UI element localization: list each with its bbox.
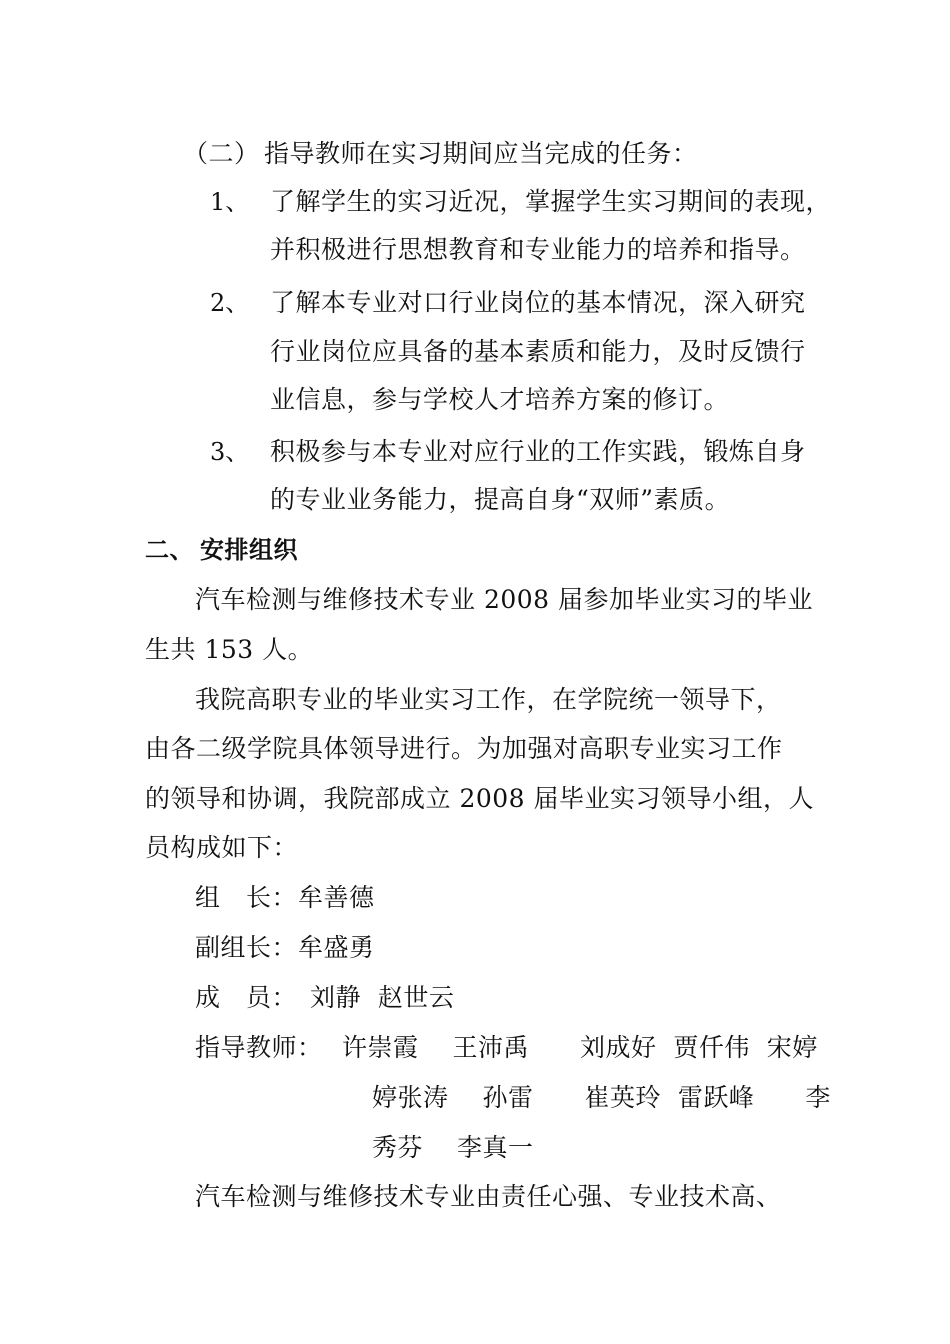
paragraph-line: 生共 153 人。 bbox=[145, 635, 314, 664]
task-line: 的专业业务能力，提高自身“双师”素质。 bbox=[270, 485, 731, 514]
paragraph-line: 的领导和协调，我院部成立 2008 届毕业实习领导小组，人 bbox=[145, 784, 815, 813]
paragraph-line: 汽车检测与维修技术专业 2008 届参加毕业实习的毕业 bbox=[195, 585, 814, 614]
task-number: 1、 bbox=[210, 188, 250, 216]
members-names: 刘静 赵世云 bbox=[310, 983, 455, 1012]
deputy-label: 副组长： bbox=[195, 933, 298, 962]
section-number: 二、 bbox=[145, 536, 194, 564]
task-line: 了解本专业对口行业岗位的基本情况，深入研究 bbox=[270, 288, 806, 317]
section-title: 安排组织 bbox=[200, 536, 298, 564]
task-number: 3、 bbox=[210, 438, 250, 466]
paragraph-line: 我院高职专业的毕业实习工作，在学院统一领导下， bbox=[195, 685, 782, 714]
teachers-names-line: 秀芬 李真一 bbox=[372, 1133, 534, 1162]
subsection-title: 指导教师在实习期间应当完成的任务： bbox=[264, 139, 698, 168]
task-line: 了解学生的实习近况，掌握学生实习期间的表现， bbox=[270, 187, 832, 216]
members-label: 成 员： bbox=[195, 983, 298, 1012]
teachers-names-line: 许崇霞 王沛禹 刘成好 贾仟伟 宋婷 bbox=[342, 1033, 818, 1062]
paragraph-line: 汽车检测与维修技术专业由责任心强、专业技术高、 bbox=[195, 1182, 782, 1211]
leader-label: 组 长： bbox=[195, 883, 298, 912]
task-number: 2、 bbox=[210, 289, 250, 317]
task-line: 并积极进行思想教育和专业能力的培养和指导。 bbox=[270, 235, 806, 264]
task-line: 业信息，参与学校人才培养方案的修订。 bbox=[270, 385, 730, 414]
teachers-label: 指导教师： bbox=[195, 1033, 323, 1062]
leader-name: 牟善德 bbox=[298, 883, 375, 912]
paragraph-line: 员构成如下： bbox=[145, 833, 299, 862]
paragraph-line: 由各二级学院具体领导进行。为加强对高职专业实习工作 bbox=[145, 734, 783, 763]
teachers-names-line: 婷张涛 孙雷 崔英玲 雷跃峰 李 bbox=[372, 1083, 831, 1112]
task-line: 行业岗位应具备的基本素质和能力，及时反馈行 bbox=[270, 337, 806, 366]
subsection-label: （二） bbox=[183, 139, 260, 168]
task-line: 积极参与本专业对应行业的工作实践，锻炼自身 bbox=[270, 437, 806, 466]
deputy-name: 牟盛勇 bbox=[298, 933, 375, 962]
